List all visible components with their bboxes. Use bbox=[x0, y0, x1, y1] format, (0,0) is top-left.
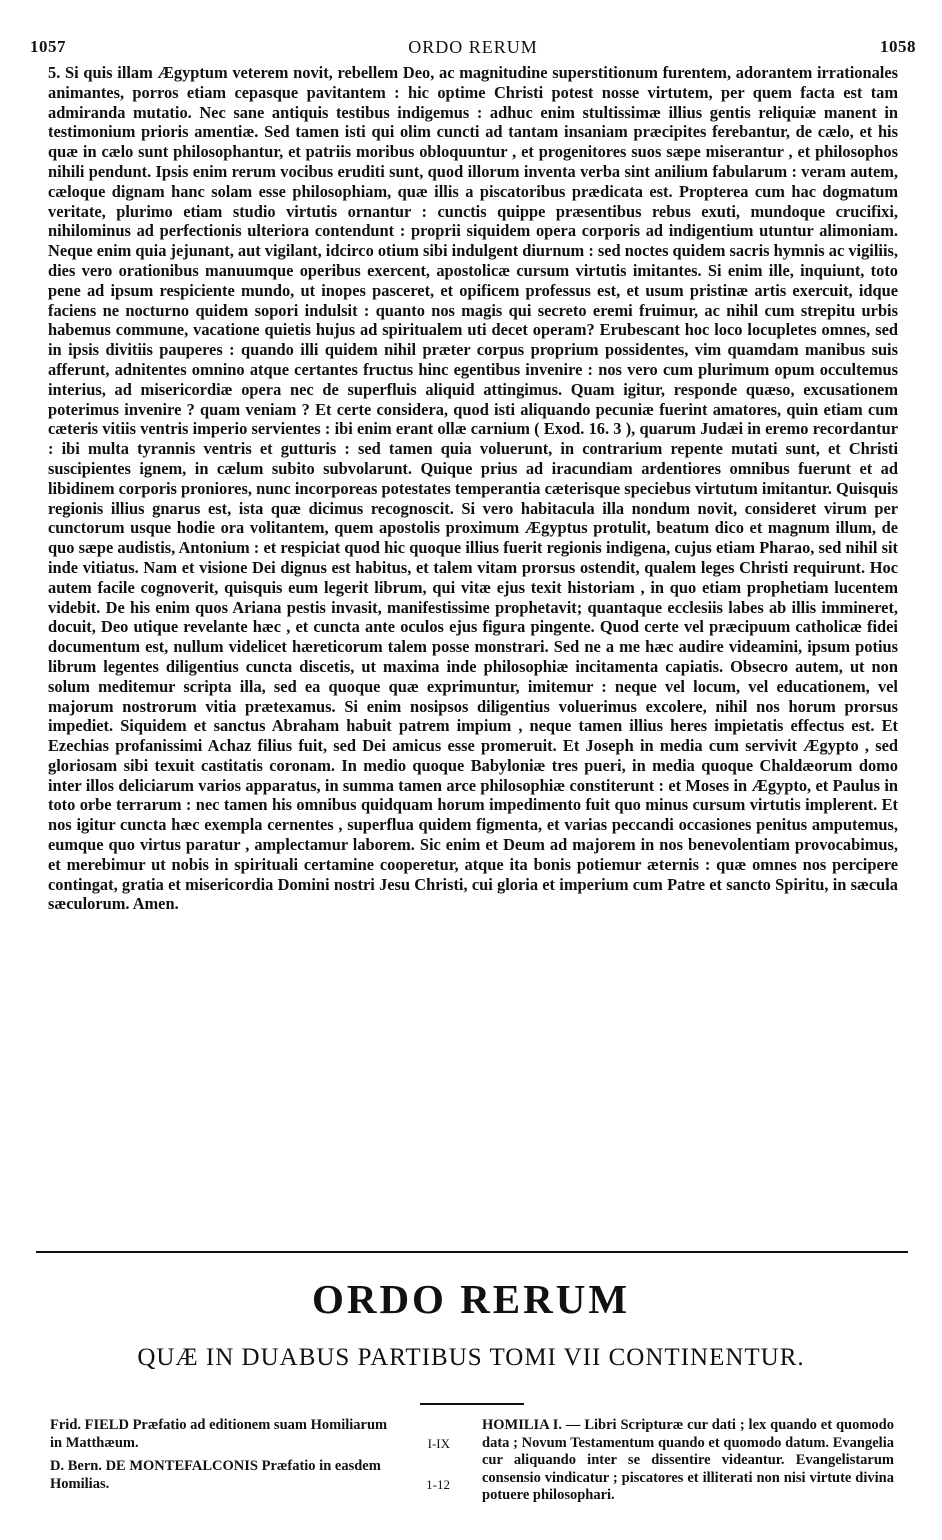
page-number-right: 1058 bbox=[879, 37, 916, 56]
section-heading: ORDO RERUM bbox=[311, 1276, 631, 1322]
toc-entry bbox=[50, 1458, 450, 1493]
toc-right-column bbox=[482, 1417, 894, 1505]
toc-homily-summary: HOMILIA I. — Libri Scripturæ cur dati ; lex quando et quomodo data ; Novum Testamentum quando et quomodo datum. Evangelia cur aliquando inter se dissentire videantur. Evangelistarum consensio vindicatur ; piscatores et illiterati non nisi virtute divina potuere philosophari. bbox=[482, 1417, 894, 1503]
body-paragraph: 5. Si quis illam Ægyptum veterem novit, rebellem Deo, ac magnitudine superstitionum furentem, adorantem irrationales animantes, porros etiam cepasque pavitantem : hic optime Christi potest nosse virtutem, per quem facta est tam admiranda mutatio. Nec sane antiquis testibus indigemus : adhuc enim stultissimæ illius gentis reliquiæ manent in testimonium prioris amentiæ. Sed tamen isti qui olim cuncti ad tantam insaniam præcipites ferebantur, de cælo, et his quæ in cælo sunt philosophantur, et patriis moribus obloquuntur , et progenitores suos sæpe miserantur , et philosophos nihili pendunt. Ipsis enim rerum vocibus eruditi sunt, quod illorum inventa verba sint anilium fabularum : veram autem, cæloque dignam hanc solam esse philosophiam, quæ illis a piscatoribus prædicata est. Propterea cum hac dogmatum veritate, plurimo etiam studio virtutis ornantur : cunctis quippe præsentibus rebus exuti, mundoque crucifixi, nihilominus ad perfectionis ulteriora contendunt : proprii siquidem opera corporis ad indigentium utuntur alimoniam. Neque enim quia jejunant, aut vigilant, idcirco otium sibi indulgent diurnum : sed noctes quidem sacris hymnis ac vigiliis, dies vero orationibus manuumque operibus exercent, apostolicæ cursum virtutis imitantes. Si enim ille, inquiunt, toto pene ad ipsum respiciente mundo, ut inopes pasceret, et opificem professus est, et usum pristinæ artis exercuit, idque faciens ne nocturno quidem sopori indulsit : quanto nos magis qui secreto eremi fruimur, ac nihil cum strepitu urbis habemus commune, vacatione quietis hujus ad spiritualem uti decet operam? Erubescant hoc loco locupletes omnes, sed in ipsis divitiis pauperes : quando illi quidem nihil præter corpus proprium possidentes, vim quamdam manibus suis afferunt, adnitentes omnino atque certantes fructus hinc egentibus invenire : nos vero cum plurimum opum occultemus interius, ad misericordiæ opera nec de superfluis aliquid attingimus. Quam igitur, responde quæso, excusationem poterimus invenire ? quam veniam ? Et certe considera, quod isti aliquando pecuniæ fuerint amatores, quin etiam cum cæteris vitiis ventris imperio servientes : ibi enim erant ollæ carnium ( Exod. 16. 3 ), quarum Judæi in eremo recordantur : ibi multa tyrannis ventris et gutturis : sed tamen quia voluerunt, in contrarium repente mutati sunt, et Christi suscipientes ignem, in cælum subito subvolarunt. Quique prius ad iracundiam ardentiores omnibus fuerunt et ad libidinem corporis proniores, nunc incorporeas potestates temperantia cæterisque speciebus virtutum imitantur. Quisquis regionis illius gnarus est, ista quæ dicimus recognoscit. Si vero habitacula illa nondum novit, consideret virum per cunctorum usque hodie ora volitantem, quem apostolis proximum Ægyptus protulit, beatum dico et magnum illum, de quo sæpe audistis, Antonium : et respiciat quod hic quoque illius fuerit regionis indigena, cujus etiam Pharao, sed nihil sit inde vitiatus. Nam et visione Dei dignus est habitus, et talem vitam prorsus ostendit, qualem leges Christi requirunt. Hoc autem facile cognoverit, quisquis eum legerit librum, qui vitæ ejus texit historiam , in quo etiam prophetiam lucentem videbit. De his enim quos Ariana pestis invasit, manifestissime prophetavit; quantaque ecclesiis labes ab illis immineret, docuit, Deo utique revelante hæc , et cuncta ante oculos ejus figura pingente. Quod certe vel præcipuum catholicæ fidei documentum est, nullum videlicet hæreticorum talem posse monstrari. Sed ne a me hæc audire videamini, ipsum potius librum legentes diligentius cuncta discetis, ut maxima inde philosophiæ incitamenta capiatis. Obsecro autem, ut non solum meditemur scripta illa, sed ea quoque quæ exprimuntur, imitemur : neque vel locum, vel educationem, vel majorum nostrorum vitia prætexamus. Si enim nosipsos diligentius voluerimus excolere, nihil nos horum prorsus impediet. Siquidem et sanctus Abraham habuit patrem impium , neque tamen illius heres impietatis effectus est. Et Ezechias profanissimi Achaz filius fuit, sed Dei amicus esse promeruit. Et Joseph in media cum servivit Ægypto , sed gloriosam sibi texuit castitatis coronam. In medio quoque Babyloniæ tres pueri, in media quoque Chaldæorum domo inter illos deliciarum varios apparatus, in summa tamen arce philosophiæ constiterunt : et Moses in Ægypto, et Paulus in toto orbe terrarum : nec tamen his omnibus quidquam horum impedimento fuit quo minus cursum virtutis implerent. Et nos igitur cuncta hæc exempla cernentes , superflua quidem figmenta, et varias peccandi occasiones penitus amputemus, eumque quo virtus paratur , amplectamur laborem. Sic enim et Deum ad majorem in nos benevolentiam provocabimus, et merebimur ut nobis in spirituali certamine cooperetur, atque ita bonis potiemur æternis : quæ omnes nos percipere contingat, gratia et misericordia Domini nostri Jesu Christi, cui gloria et imperium cum Patre et sancto Spiritu, in sæcula sæculorum. Amen. bbox=[48, 63, 898, 914]
toc-entry-title: D. Bern. DE MONTEFALCONIS Præfatio in easdem bbox=[50, 1458, 381, 1474]
toc-entry-pages: 1-12 bbox=[426, 1476, 450, 1492]
page-number-left: 1057 bbox=[30, 37, 66, 56]
toc-entry-title-cont: Homilias. bbox=[50, 1475, 110, 1492]
toc-entry-title-cont: in Matthæum. bbox=[50, 1434, 139, 1451]
toc-left-column bbox=[50, 1417, 450, 1499]
short-divider bbox=[420, 1403, 524, 1405]
toc-entry-title: Frid. FIELD Præfatio ad editionem suam Homiliarum bbox=[50, 1417, 388, 1433]
section-divider bbox=[36, 1251, 908, 1253]
main-text-block bbox=[48, 63, 898, 914]
section-subheading: QUÆ IN DUABUS PARTIBUS TOMI VII CONTINENTUR. bbox=[137, 1344, 805, 1371]
running-title: ORDO RERUM bbox=[408, 36, 538, 57]
toc-entry-pages: I-IX bbox=[427, 1435, 450, 1451]
toc-entry bbox=[50, 1417, 450, 1452]
page-header bbox=[30, 34, 916, 60]
